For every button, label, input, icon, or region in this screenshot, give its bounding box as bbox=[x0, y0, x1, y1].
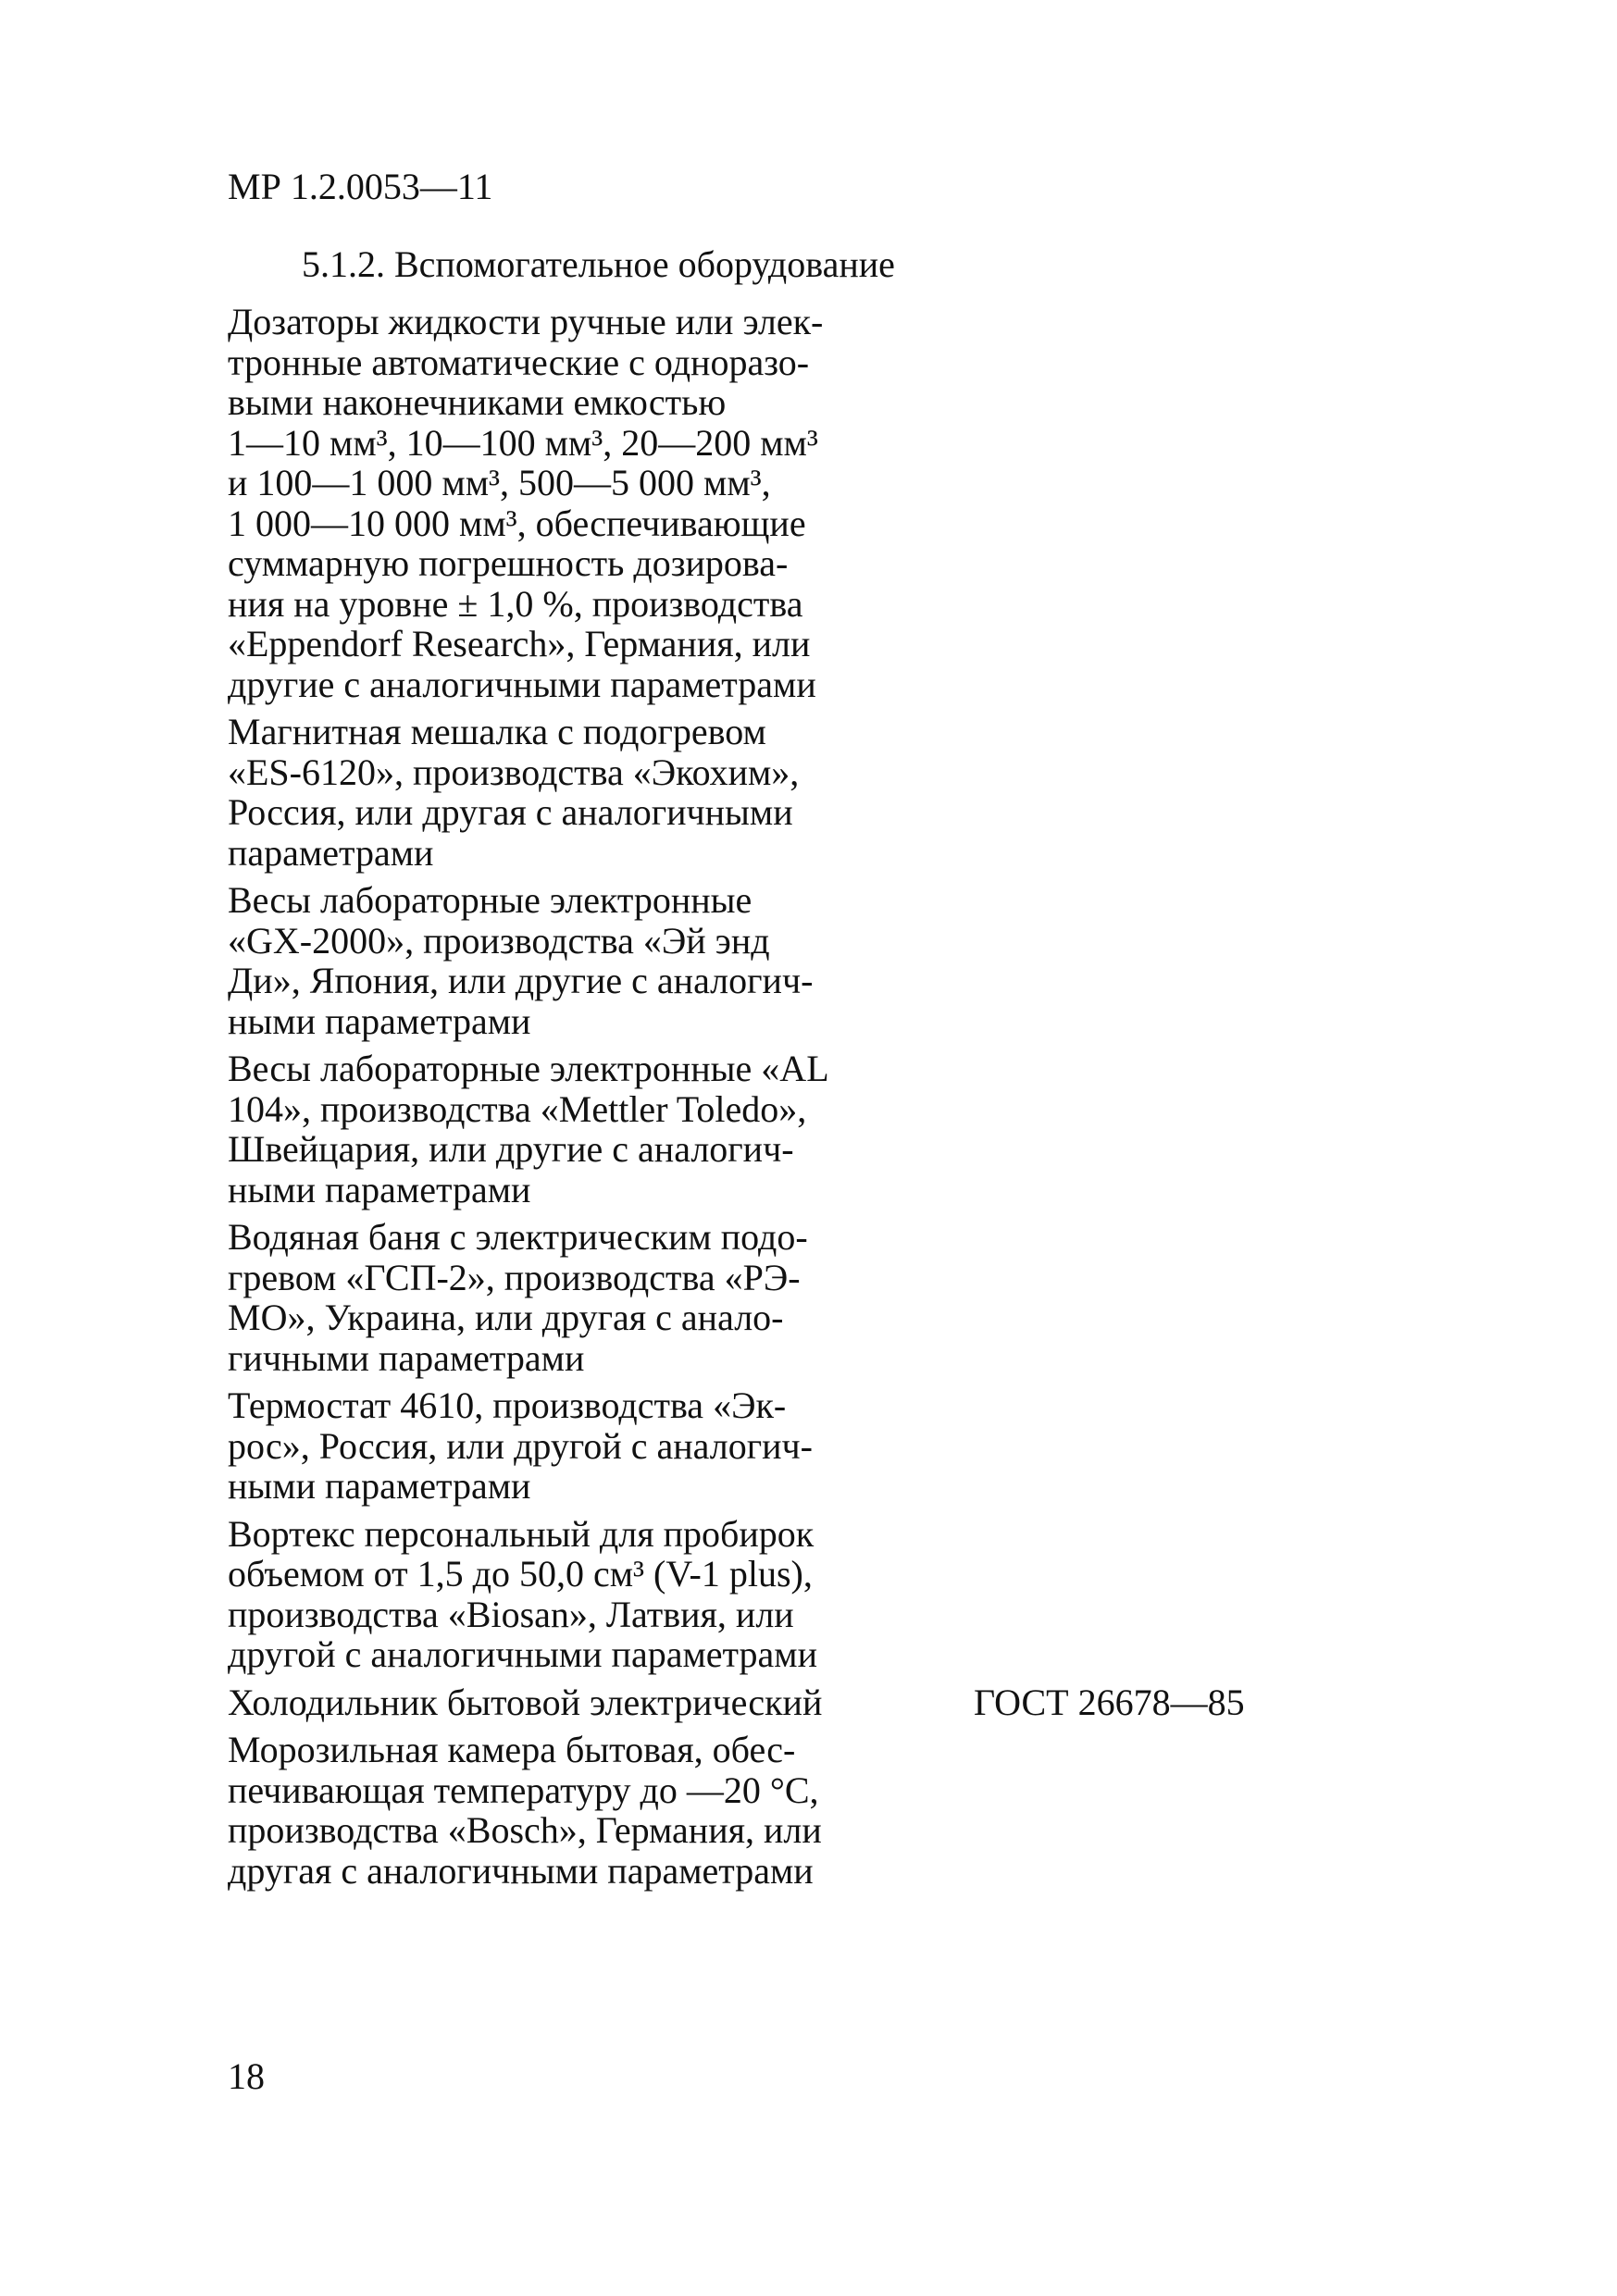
entry-line: Магнитная мешалка с подогревом bbox=[228, 711, 766, 752]
document-code: МР 1.2.0053—11 bbox=[228, 166, 493, 207]
entry-line: Ди», Япония, или другие с аналогич- bbox=[228, 960, 814, 1001]
equipment-entry-dispensers bbox=[228, 302, 1486, 704]
entry-line: Швейцария, или другие с аналогич- bbox=[228, 1128, 794, 1170]
entry-standard: ГОСТ 26678—85 bbox=[974, 1681, 1245, 1723]
page-number: 18 bbox=[228, 2055, 265, 2097]
entry-line: производства «Biosan», Латвия, или bbox=[228, 1593, 794, 1635]
entry-description bbox=[228, 880, 931, 1041]
entry-line: «Eppendorf Research», Германия, или bbox=[228, 623, 811, 664]
entry-line: Вортекс персональный для пробирок bbox=[228, 1512, 815, 1555]
entry-line: суммарную погрешность дозирова- bbox=[228, 542, 789, 584]
entry-line: Морозильная камера бытовая, обес- bbox=[228, 1729, 796, 1770]
entry-description bbox=[228, 1385, 931, 1507]
entry-line: «GX-2000», производства «Эй энд bbox=[228, 919, 770, 962]
entry-line: другой с аналогичными параметрами bbox=[228, 1633, 817, 1675]
entry-line: «ES-6120», производства «Экохим», bbox=[228, 751, 800, 793]
section-title: 5.1.2. Вспомогательное оборудование bbox=[302, 243, 895, 285]
entry-line: и 100—1 000 мм³, 500—5 000 мм³, bbox=[228, 462, 771, 503]
entry-description bbox=[228, 302, 931, 704]
entry-line: объемом от 1,5 до 50,0 см³ (V-1 plus), bbox=[228, 1553, 813, 1595]
entry-line: печивающая температуру до —20 °С, bbox=[228, 1769, 819, 1811]
equipment-entry-scales-gx bbox=[228, 880, 1486, 1041]
entry-line: ными параметрами bbox=[228, 999, 531, 1042]
entry-line: Весы лабораторные электронные «AL bbox=[228, 1048, 829, 1089]
entry-line: гревом «ГСП-2», производства «РЭ- bbox=[228, 1256, 801, 1298]
entry-line: ными параметрами bbox=[228, 1168, 531, 1210]
entry-line: Весы лабораторные электронные bbox=[228, 879, 753, 921]
equipment-entry-water-bath bbox=[228, 1217, 1486, 1378]
entry-line: Водяная баня с электрическим подо- bbox=[228, 1216, 808, 1258]
entry-line: тронные автоматические с одноразо- bbox=[228, 341, 810, 383]
entry-line: МО», Украина, или другая с анало- bbox=[228, 1297, 784, 1338]
entry-description bbox=[228, 712, 931, 873]
entry-line: 1—10 мм³, 10—100 мм³, 20—200 мм³ bbox=[228, 421, 818, 464]
entry-line: Россия, или другая с аналогичными bbox=[228, 791, 793, 833]
entry-description bbox=[228, 1514, 931, 1675]
equipment-entry-thermostat bbox=[228, 1385, 1486, 1507]
equipment-entry-scales-al bbox=[228, 1049, 1486, 1210]
equipment-entry-magnetic-stirrer bbox=[228, 712, 1486, 873]
entry-line: другая с аналогичными параметрами bbox=[228, 1849, 814, 1892]
entry-line: гичными параметрами bbox=[228, 1336, 585, 1379]
entry-line: рос», Россия, или другой с аналогич- bbox=[228, 1424, 813, 1467]
entry-line: ния на уровне ± 1,0 %, производства bbox=[228, 582, 803, 625]
entry-line: ными параметрами bbox=[228, 1465, 531, 1507]
equipment-entry-refrigerator bbox=[228, 1682, 1486, 1723]
equipment-entry-freezer bbox=[228, 1730, 1486, 1891]
entry-description bbox=[228, 1730, 931, 1891]
entry-line: 104», производства «Mettler Toledo», bbox=[228, 1087, 807, 1130]
entry-line: 1 000—10 000 мм³, обеспечивающие bbox=[228, 502, 806, 544]
entry-line: другие с аналогичными параметрами bbox=[228, 663, 816, 705]
entry-description bbox=[228, 1217, 931, 1378]
entry-line: параметрами bbox=[228, 831, 434, 874]
entry-description bbox=[228, 1682, 931, 1723]
entry-line: Термостат 4610, производства «Эк- bbox=[228, 1384, 787, 1426]
entry-description bbox=[228, 1049, 931, 1210]
equipment-entry-vortex bbox=[228, 1514, 1486, 1675]
entry-line: Холодильник бытовой электрический bbox=[228, 1681, 823, 1723]
entry-line: выми наконечниками емкостью bbox=[228, 381, 727, 423]
entry-line: Дозаторы жидкости ручные или элек- bbox=[228, 301, 824, 342]
equipment-list bbox=[228, 302, 1486, 1898]
entry-line: производства «Bosch», Германия, или bbox=[228, 1809, 822, 1851]
